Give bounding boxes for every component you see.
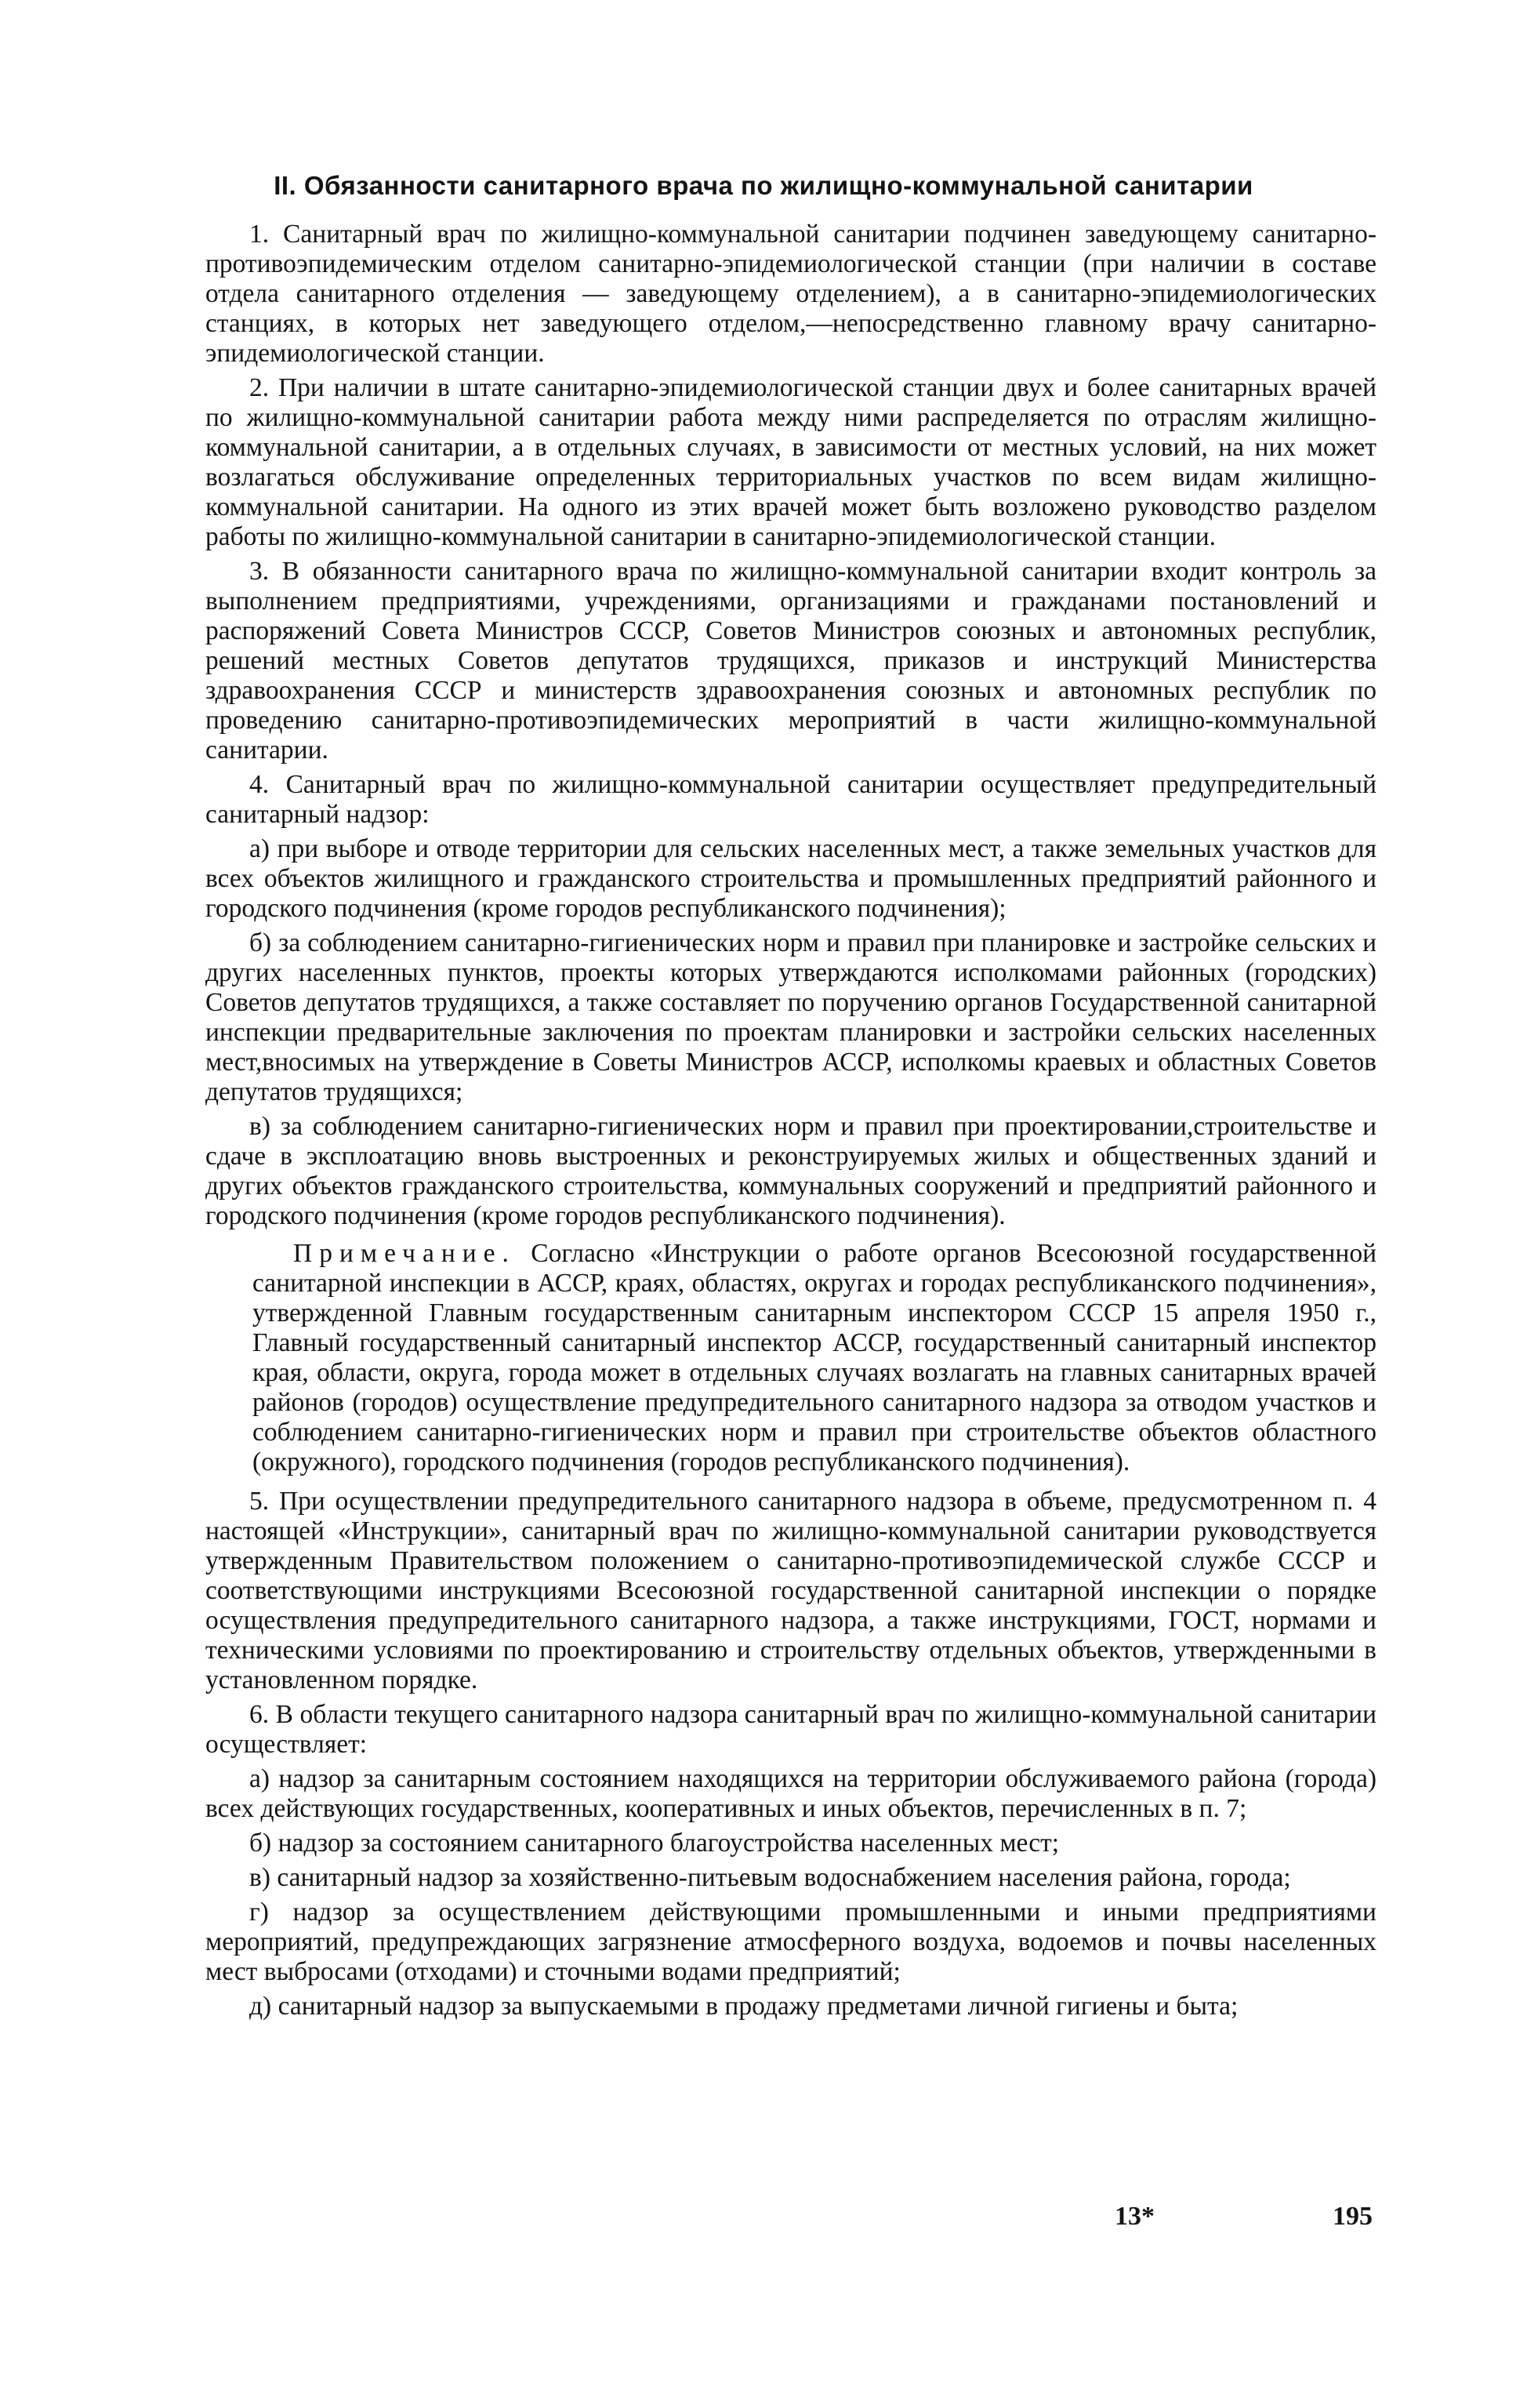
paragraph-4c: в) за соблюдением санитарно-гигиенических норм и правил при проектировании,строительстве и сдаче в эксплоатацию вновь выстроенных и реконструируемых жилых и общественных зданий и других объектов гражданского строительства, коммунальных сооружений и предприятий районного и городского подчинения (кроме городов республиканского подчинения). (205, 1112, 1376, 1230)
paragraph-4a: а) при выборе и отводе территории для сельских населенных мест, а также земельных участков для всех объектов жилищного и гражданского строительства и промышленных предприятий районного и городского подчинения (кроме городов республиканского подчинения); (205, 834, 1376, 923)
note-text: Согласно «Инструкции о работе органов Всесоюзной государственной санитарной инспекции в АССР, краях, областях, округах и городах республиканского подчинения», утвержденной Главным государственным санитарным инспектором СССР 15 апреля 1950 г., Главный государственный санитарный инспектор АССР, государственный санитарный инспектор края, области, округа, города может в отдельных случаях возлагать на главных санитарных врачей районов (городов) осуществление предупредительного санитарного надзора за отводом участков и соблюдением санитарно-гигиенических норм и правил при строительстве объектов областного (окружного), городского подчинения (городов республиканского подчинения). (252, 1239, 1376, 1476)
paragraph-5: 5. При осуществлении предупредительного санитарного надзора в объеме, предусмотренном п. 4 настоящей «Инструкции», санитарный врач по жилищно-коммунальной санитарии руководствуется утвержденным Правительством положением о санитарно-противоэпидемической службе СССР и соответствующими инструкциями Всесоюзной государственной санитарной инспекции о порядке осуществления предупредительного санитарного надзора, а также инструкциями, ГОСТ, нормами и техническими условиями по проектированию и строительству отдельных объектов, утвержденными в установленном порядке. (205, 1487, 1376, 1694)
paragraph-6b: б) надзор за состоянием санитарного благоустройства населенных мест; (249, 1829, 1060, 1858)
paragraph-6c: в) санитарный надзор за хозяйственно-питьевым водоснабжением населения района, города; (249, 1863, 1291, 1892)
section-heading: II. Обязанности санитарного врача по жилищно-коммунальной санитарии (274, 171, 1253, 200)
signature-mark: 13* (1115, 2202, 1155, 2231)
paragraph-6e: д) санитарный надзор за выпускаемыми в продажу предметами личной гигиены и быта; (249, 1992, 1239, 2021)
paragraph-2: 2. При наличии в штате санитарно-эпидемиологической станции двух и более санитарных врачей по жилищно-коммунальной санитарии работа между ними распределяется по отраслям жилищно-коммунальной санитарии, а в отдельных случаях, в зависимости от местных условий, на них может возлагаться обслуживание определенных территориальных участков по всем видам жилищно-коммунальной санитарии. На одного из этих врачей может быть возложено руководство разделом работы по жилищно-коммунальной санитарии в санитарно-эпидемиологической станции. (205, 373, 1376, 551)
paragraph-4: 4. Санитарный врач по жилищно-коммунальной санитарии осуществляет предупредительный санитарный надзор: (205, 770, 1376, 829)
document-body (205, 220, 1376, 2026)
paragraph-4b: б) за соблюдением санитарно-гигиенических норм и правил при планировке и застройке сельских и других населенных пунктов, проекты которых утверждаются исполкомами районных (городских) Советов депутатов трудящихся, а также составляет по поручению органов Государственной санитарной инспекции предварительные заключения по проектам планировки и застройки сельских населенных мест,вносимых на утверждение в Советы Министров АССР, исполкомы краевых и областных Советов депутатов трудящихся; (205, 928, 1376, 1106)
note-block (205, 1239, 1376, 1477)
paragraph-6a: а) надзор за санитарным состоянием находящихся на территории обслуживаемого района (города) всех действующих государственных, кооперативных и иных объектов, перечисленных в п. 7; (205, 1764, 1376, 1823)
paragraph-6d: г) надзор за осуществлением действующими промышленными и иными предприятиями мероприятий, предупреждающих загрязнение атмосферного воздуха, водоемов и почвы населенных мест выбросами (отходами) и сточными водами предприятий; (205, 1898, 1376, 1986)
note-label: Примечание. (293, 1239, 516, 1268)
page-number: 195 (1333, 2202, 1373, 2231)
paragraph-3: 3. В обязанности санитарного врача по жилищно-коммунальной санитарии входит контроль за выполнением предприятиями, учреждениями, организациями и гражданами постановлений и распоряжений Совета Министров СССР, Советов Министров союзных и автономных республик, решений местных Советов депутатов трудящихся, приказов и инструкций Министерства здравоохранения СССР и министерств здравоохранения союзных и автономных республик по проведению санитарно-противоэпидемических мероприятий в части жилищно-коммунальной санитарии. (205, 557, 1376, 765)
paragraph-1: 1. Санитарный врач по жилищно-коммунальной санитарии подчинен заведующему санитарно-противоэпидемическим отделом санитарно-эпидемиологической станции (при наличии в составе отдела санитарного отделения — заведующему отделением), а в санитарно-эпидемиологических станциях, в которых нет заведующего отделом,—непосредственно главному врачу санитарно-эпидемиологической станции. (205, 220, 1376, 368)
paragraph-6: 6. В области текущего санитарного надзора санитарный врач по жилищно-коммунальной санитарии осуществляет: (205, 1700, 1376, 1759)
